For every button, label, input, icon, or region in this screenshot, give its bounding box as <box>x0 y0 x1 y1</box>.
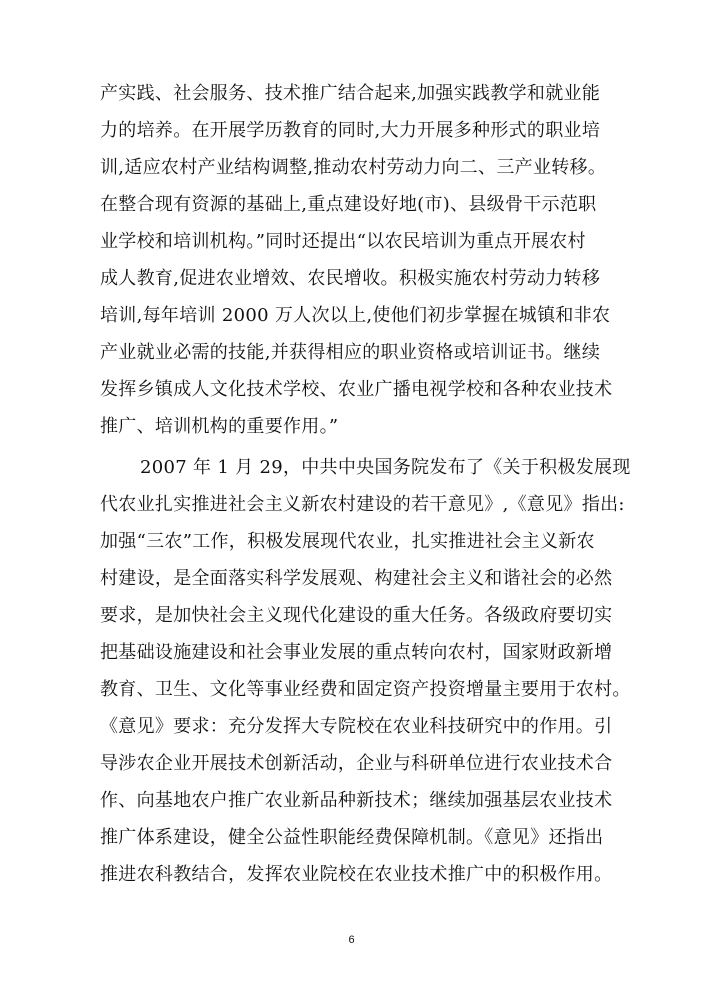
text-line: 业学校和培训机构。”同时还提出“以农民培训为重点开展农村 <box>100 231 586 252</box>
text-line: 要求，是加快社会主义现代化建设的重大任务。各级政府要切实 <box>100 605 613 626</box>
text-line: 村建设，是全面落实科学发展观、构建社会主义和谐社会的必然 <box>100 568 613 589</box>
text-line: 教育、卫生、文化等事业经费和固定资产投资增量主要用于农村。 <box>100 679 631 700</box>
text-line: 推广、培训机构的重要作用。” <box>100 416 339 437</box>
page-number: 6 <box>348 934 355 946</box>
text-line: 代农业扎实推进社会主义新农村建设的若干意见》,《意见》指出: <box>100 494 625 515</box>
paragraph-first-line: 2007 年 1 月 29，中共中央国务院发布了《关于积极发展现 <box>140 457 631 478</box>
text-line: 力的培养。在开展学历教育的同时,大力开展多种形式的职业培 <box>100 120 601 141</box>
text-line: 产实践、社会服务、技术推广结合起来,加强实践教学和就业能 <box>100 83 601 104</box>
text-line: 在整合现有资源的基础上,重点建设好地(市)、县级骨干示范职 <box>100 194 597 215</box>
text-line: 《意见》要求：充分发挥大专院校在农业科技研究中的作用。引 <box>100 716 613 737</box>
text-line: 产业就业必需的技能,并获得相应的职业资格或培训证书。继续 <box>100 342 601 363</box>
text-line: 培训,每年培训 2000 万人次以上,使他们初步掌握在城镇和非农 <box>100 305 611 326</box>
text-line: 推进农科教结合，发挥农业院校在农业技术推广中的积极作用。 <box>100 864 613 885</box>
text-line: 作、向基地农户推广农业新品种新技术；继续加强基层农业技术 <box>100 790 613 811</box>
text-line: 成人教育,促进农业增效、农民增收。积极实施农村劳动力转移 <box>100 268 601 289</box>
text-line: 推广体系建设，健全公益性职能经费保障机制。《意见》还指出 <box>100 827 604 848</box>
text-line: 把基础设施建设和社会事业发展的重点转向农村，国家财政新增 <box>100 642 613 663</box>
text-line: 发挥乡镇成人文化技术学校、农业广播电视学校和各种农业技术 <box>100 379 613 400</box>
text-line: 训,适应农村产业结构调整,推动农村劳动力向二、三产业转移。 <box>100 157 607 178</box>
text-line: 加强“三农”工作，积极发展现代农业，扎实推进社会主义新农 <box>100 531 595 552</box>
text-line: 导涉农企业开展技术创新活动，企业与科研单位进行农业技术合 <box>100 753 613 774</box>
